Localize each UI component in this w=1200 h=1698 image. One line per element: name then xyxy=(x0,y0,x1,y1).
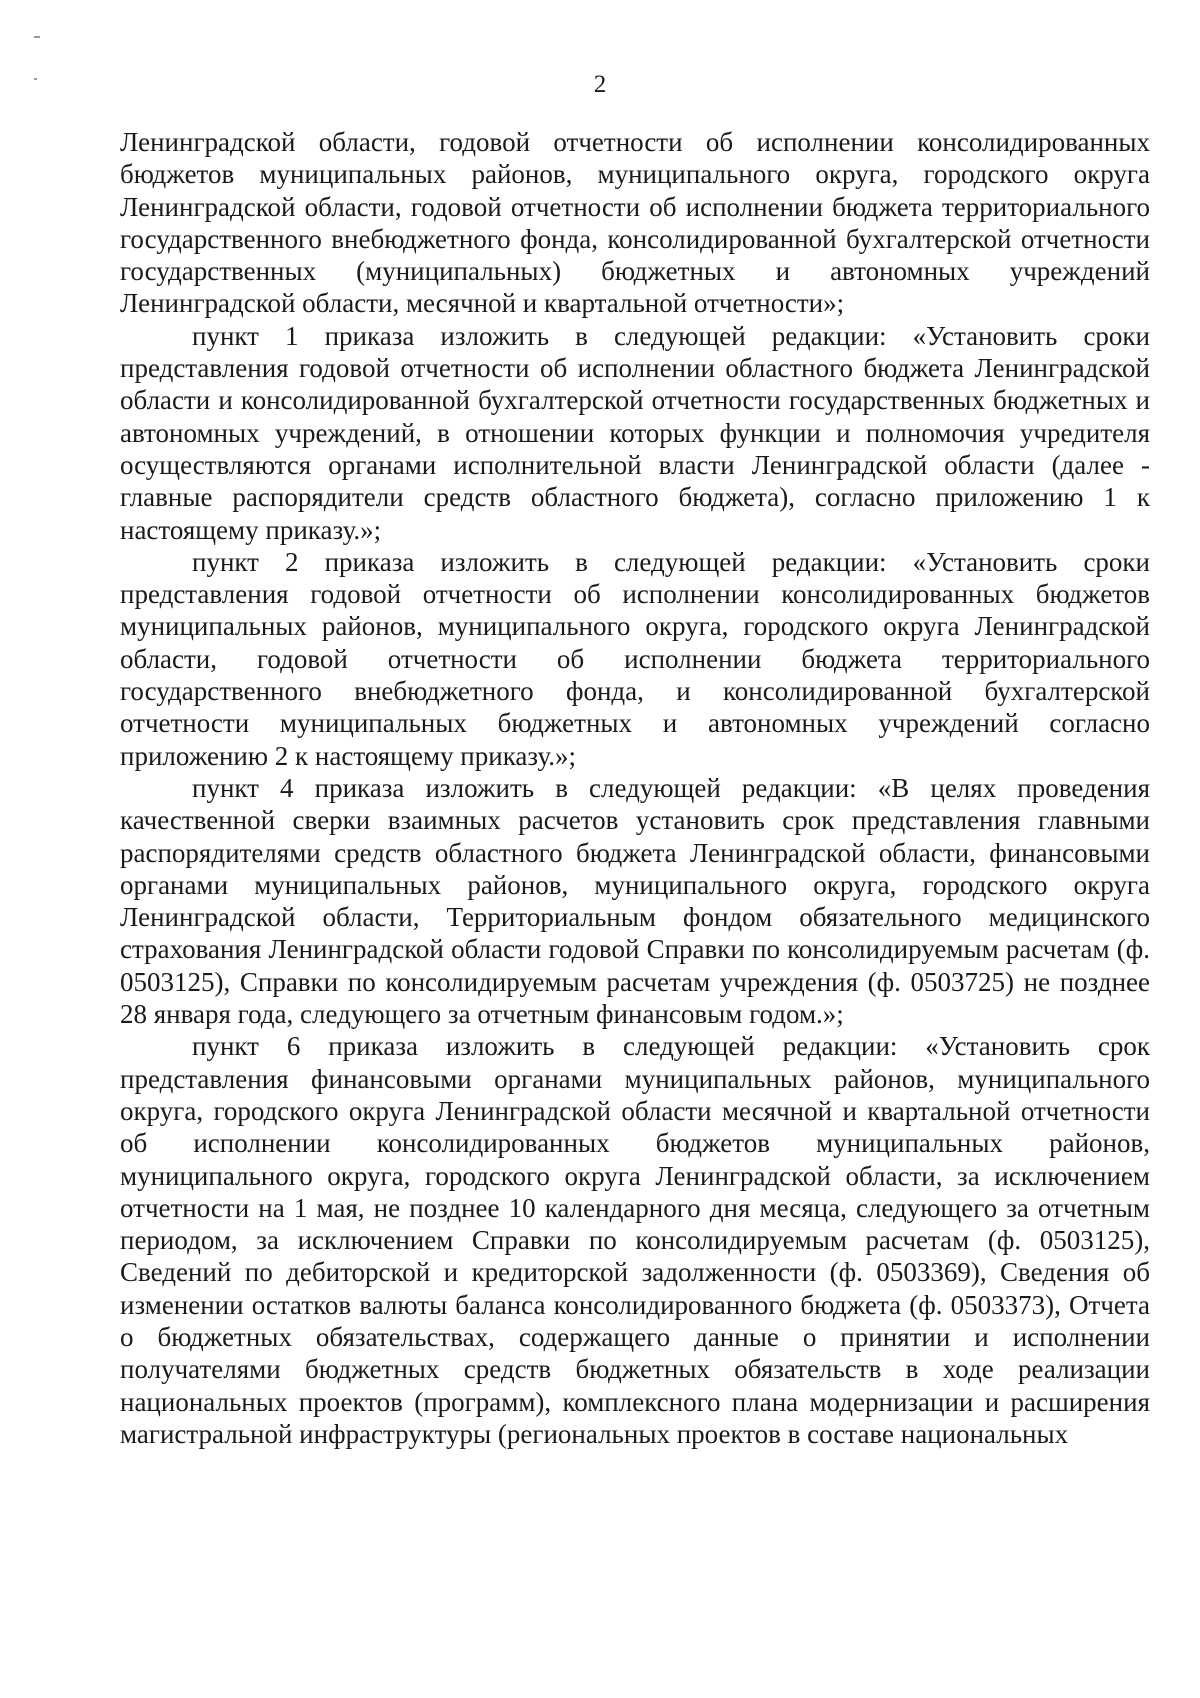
scan-artifact-mark xyxy=(34,36,40,38)
paragraph-item-6: пункт 6 приказа изложить в следующей редакции: «Установить срок представления финансовыми органами муниципальных районов, муниципального округа, городского округа Ленинградской области месячной и квартальной отчетности об исполнении консолидированных бюджетов муниципальных районов, муниципального округа, городского округа Ленинградской области, за исключением отчетности на 1 мая, не позднее 10 календарного дня месяца, следующего за отчетным периодом, за исключением Справки по консолидируемым расчетам (ф. 0503125), Сведений по дебиторской и кредиторской задолженности (ф. 0503369), Сведения об изменении остатков валюты баланса консолидированного бюджета (ф. 0503373), Отчета о бюджетных обязательствах, содержащего данные о принятии и исполнении получателями бюджетных средств бюджетных обязательств в ходе реализации национальных проектов (программ), комплексного плана модернизации и расширения магистральной инфраструктуры (региональных проектов в составе национальных xyxy=(120,1031,1150,1449)
paragraph-continuation: Ленинградской области, годовой отчетности об исполнении консолидированных бюджетов муниципальных районов, муниципального округа, городского округа Ленинградской области, годовой отчетности об исполнении бюджета территориального государственного внебюджетного фонда, консолидированной бухгалтерской отчетности государственных (муниципальных) бюджетных и автономных учреждений Ленинградской области, месячной и квартальной отчетности»; xyxy=(120,127,1150,319)
document-body xyxy=(120,126,1150,1450)
page-number: 2 xyxy=(593,71,607,98)
paragraph-item-4: пункт 4 приказа изложить в следующей редакции: «В целях проведения качественной сверки взаимных расчетов установить срок представления главными распорядителями средств областного бюджета Ленинградской области, финансовыми органами муниципальных районов, муниципального округа, городского округа Ленинградской области, Территориальным фондом обязательного медицинского страхования Ленинградской области годовой Справки по консолидируемым расчетам (ф. 0503125), Справки по консолидируемым расчетам учреждения (ф. 0503725) не позднее 28 января года, следующего за отчетным финансовым годом.»; xyxy=(120,772,1150,1030)
paragraph-item-2: пункт 2 приказа изложить в следующей редакции: «Установить сроки представления годовой отчетности об исполнении консолидированных бюджетов муниципальных районов, муниципального округа, городского округа Ленинградской области, годовой отчетности об исполнении бюджета территориального государственного внебюджетного фонда, и консолидированной бухгалтерской отчетности муниципальных бюджетных и автономных учреждений согласно приложению 2 к настоящему приказу.»; xyxy=(120,546,1150,771)
paragraph-item-1: пункт 1 приказа изложить в следующей редакции: «Установить сроки представления годовой отчетности об исполнении областного бюджета Ленинградской области и консолидированной бухгалтерской отчетности государственных бюджетных и автономных учреждений, в отношении которых функции и полномочия учредителя осуществляются органами исполнительной власти Ленинградской области (далее - главные распорядители средств областного бюджета), согласно приложению 1 к настоящему приказу.»; xyxy=(120,320,1150,545)
